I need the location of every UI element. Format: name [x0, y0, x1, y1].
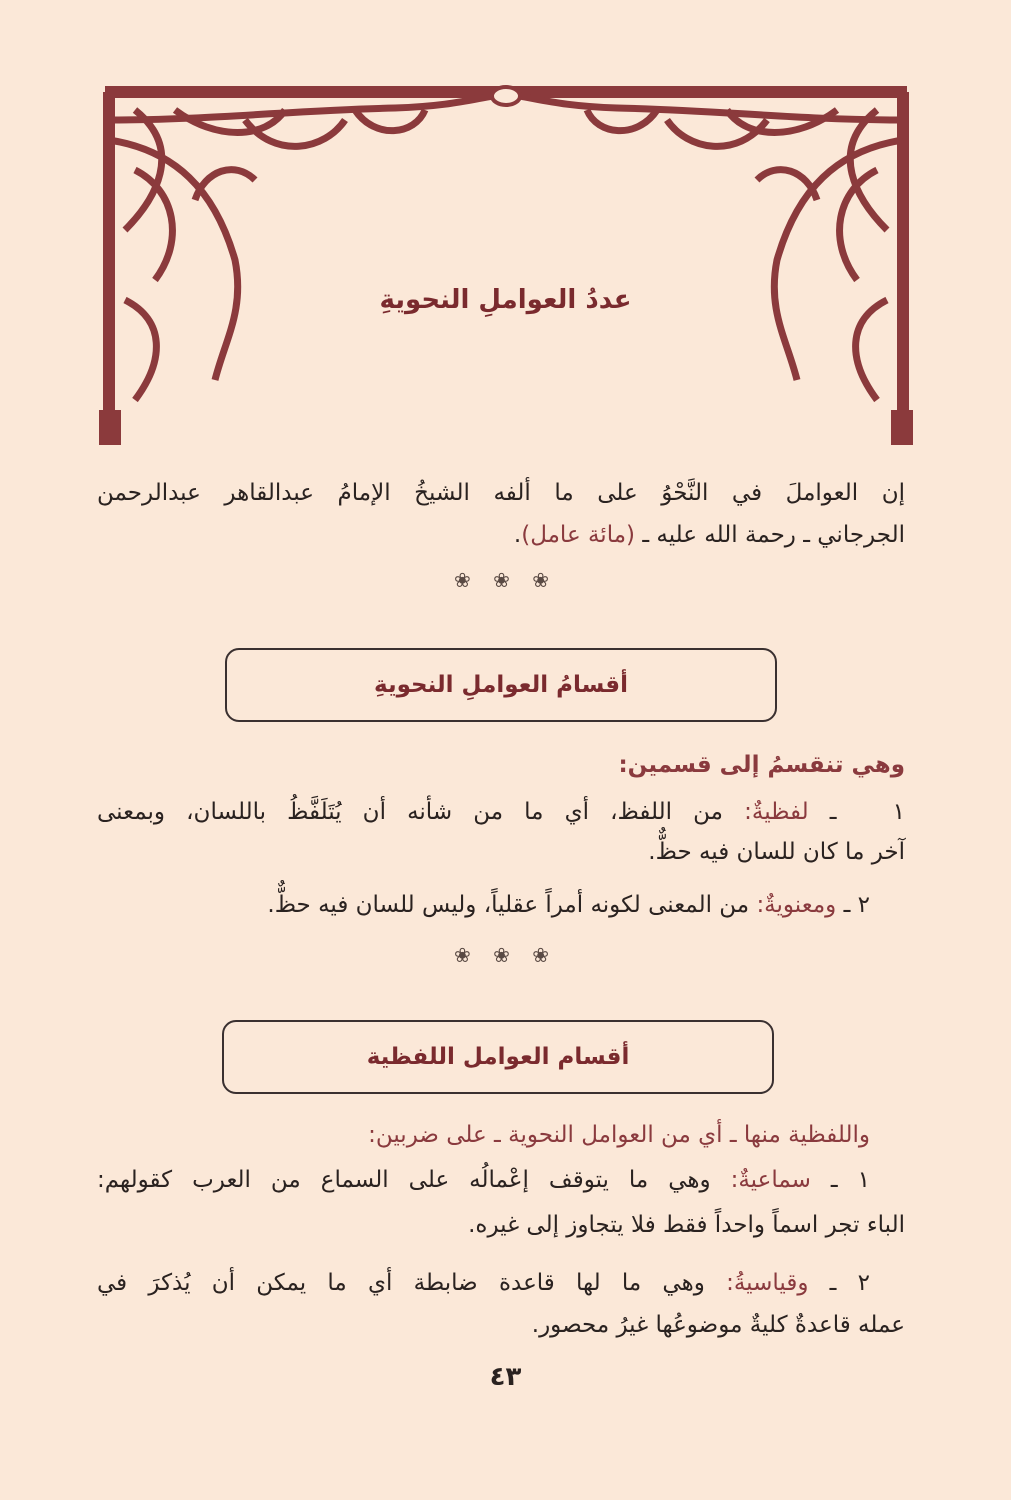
item-text: وهي ما يتوقف إعْمالُه على السماع من العرب كقولهم:: [97, 1167, 731, 1193]
intro-line-1: إن العواملَ في النَّحْوُ على ما ألفه الشيخُ الإمامُ عبدالقاهر عبدالرحمن: [97, 480, 905, 506]
item-text: من اللفظ، أي ما من شأنه أن يُتَلَفَّظُ باللسان، وبمعنى: [97, 799, 745, 825]
item-term: سماعيةٌ:: [730, 1167, 811, 1193]
list-item-continuation: الباء تجر اسماً واحداً فقط فلا يتجاوز إلى غيره.: [468, 1212, 905, 1238]
item-term: لفظيةٌ:: [744, 799, 809, 825]
section-lead: وهي تنقسمُ إلى قسمين:: [618, 752, 905, 778]
intro-period: .: [513, 522, 522, 548]
item-text: وهي ما لها قاعدة ضابطة أي ما يمكن أن يُذكرَ في: [97, 1270, 727, 1296]
list-item-line: [97, 795, 905, 829]
item-text: من المعنى لكونه أمراً عقلياً، وليس للسان فيه حظٌّ.: [267, 892, 757, 918]
intro-highlight: (مائة عامل): [521, 522, 636, 548]
list-item-line: [97, 1163, 905, 1197]
item-term: ومعنويةٌ:: [756, 892, 837, 918]
section-heading: أقسامُ العواملِ النحويةِ: [374, 672, 628, 698]
intro-line-2: [97, 518, 905, 552]
separator-stars: ❀ ❀ ❀: [454, 943, 557, 967]
section-heading: أقسام العوامل اللفظية: [366, 1044, 630, 1070]
section-heading-box: [222, 1020, 774, 1094]
separator-stars: ❀ ❀ ❀: [454, 568, 557, 592]
page-title: عددُ العواملِ النحويةِ: [379, 285, 632, 315]
item-term: وقياسيةُ:: [726, 1270, 809, 1296]
list-item-line: [97, 1266, 905, 1300]
intro-text: الجرجاني ـ رحمة الله عليه ـ: [635, 522, 905, 548]
section-heading-box: [225, 648, 777, 722]
page-number: ٤٣: [489, 1362, 522, 1392]
list-item-continuation: عمله قاعدةٌ كليةٌ موضوعُها غيرُ محصور.: [531, 1312, 905, 1338]
list-item-continuation: آخر ما كان للسان فيه حظٌّ.: [648, 839, 905, 865]
item-number: ١ ـ: [810, 1167, 870, 1193]
item-number: ٢ ـ: [808, 1270, 870, 1296]
list-item-line: [97, 888, 905, 922]
item-number: ١ ـ: [808, 799, 905, 825]
section-lead: واللفظية منها ـ أي من العوامل النحوية ـ على ضربين:: [368, 1122, 870, 1148]
item-number: ٢ ـ: [836, 892, 870, 918]
arch-ornament: [95, 80, 917, 450]
